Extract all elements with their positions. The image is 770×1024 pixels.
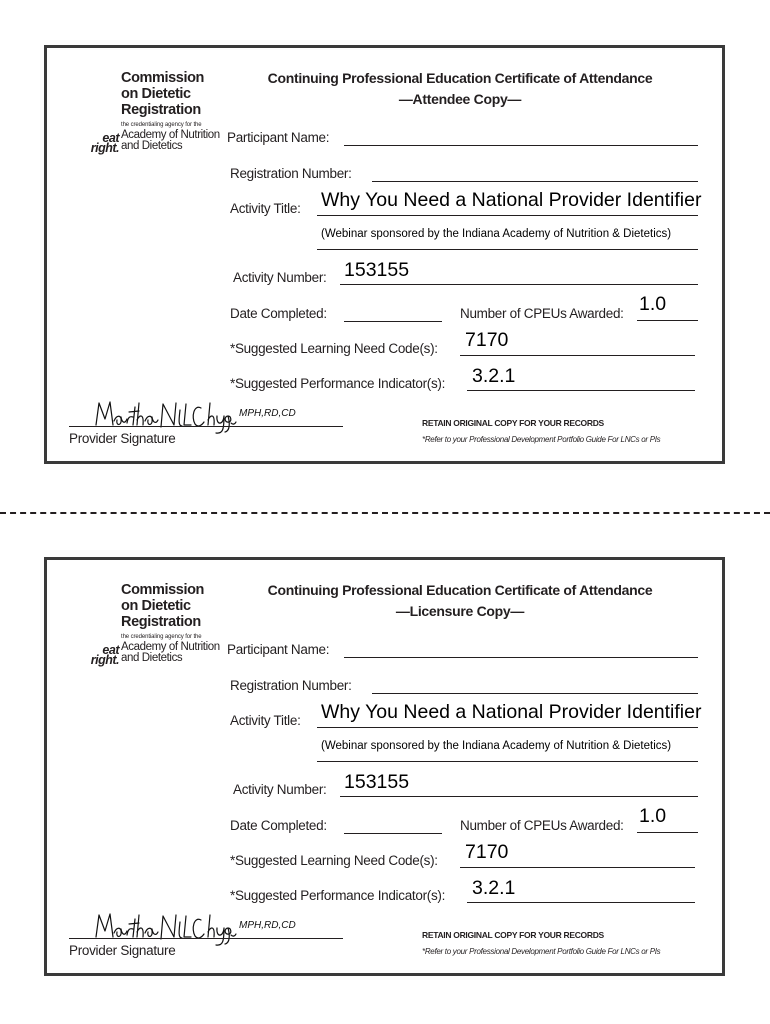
registration-number-label: Registration Number: — [230, 166, 352, 181]
provider-signature-label: Provider Signature — [69, 943, 176, 958]
participant-name-field[interactable] — [344, 657, 698, 658]
learning-need-codes-label: *Suggested Learning Need Code(s): — [230, 853, 438, 868]
learning-need-codes-field[interactable] — [460, 355, 695, 356]
registration-number-label: Registration Number: — [230, 678, 352, 693]
performance-indicators-value: 3.2.1 — [472, 365, 516, 387]
refer-note: *Refer to your Professional Development Portfolio Guide For LNCs or PIs — [422, 435, 661, 444]
activity-number-label: Activity Number: — [233, 782, 327, 797]
certificate-title: Continuing Professional Education Certificate of Attendance —Attendee Copy— — [267, 70, 653, 107]
activity-title-value: Why You Need a National Provider Identifier — [321, 701, 702, 723]
activity-number-field[interactable] — [340, 284, 698, 285]
performance-indicators-field[interactable] — [467, 390, 695, 391]
eatright-logo: eat right. — [90, 643, 119, 667]
provider-signature-image — [92, 907, 322, 947]
learning-need-codes-field[interactable] — [460, 867, 695, 868]
registration-number-field[interactable] — [372, 181, 698, 182]
cpeus-awarded-label: Number of CPEUs Awarded: — [460, 306, 624, 321]
performance-indicators-label: *Suggested Performance Indicator(s): — [230, 376, 446, 391]
cpeus-awarded-field[interactable] — [637, 320, 698, 321]
eatright-logo: eat right. — [90, 131, 119, 155]
retain-note: RETAIN ORIGINAL COPY FOR YOUR RECORDS — [422, 930, 604, 940]
date-completed-field[interactable] — [344, 833, 442, 834]
activity-number-label: Activity Number: — [233, 270, 327, 285]
provider-signature-image — [92, 395, 322, 435]
activity-subtitle-field[interactable] — [317, 249, 698, 250]
activity-title-value: Why You Need a National Provider Identifier — [321, 189, 702, 211]
cpeus-awarded-label: Number of CPEUs Awarded: — [460, 818, 624, 833]
activity-title-field[interactable] — [317, 215, 698, 216]
cpeus-awarded-value: 1.0 — [639, 805, 667, 827]
retain-note: RETAIN ORIGINAL COPY FOR YOUR RECORDS — [422, 418, 604, 428]
learning-need-codes-label: *Suggested Learning Need Code(s): — [230, 341, 438, 356]
activity-subtitle-value: (Webinar sponsored by the Indiana Academy of Nutrition & Dietetics) — [321, 740, 672, 752]
cpeus-awarded-value: 1.0 — [639, 293, 667, 315]
activity-number-value: 153155 — [344, 259, 410, 281]
participant-name-label: Participant Name: — [227, 130, 330, 145]
cut-line-divider — [0, 512, 770, 514]
activity-subtitle-field[interactable] — [317, 761, 698, 762]
learning-need-codes-value: 7170 — [465, 329, 509, 351]
activity-title-label: Activity Title: — [230, 201, 301, 216]
logo-tagline: the credentialing agency for the — [121, 122, 202, 128]
provider-signature-line — [69, 938, 343, 939]
registration-number-field[interactable] — [372, 693, 698, 694]
academy-name: Academy of Nutrition and Dietetics — [121, 641, 220, 664]
performance-indicators-value: 3.2.1 — [472, 877, 516, 899]
org-name: Commission on Dietetic Registration — [121, 70, 205, 118]
signature-credentials: MPH,RD,CD — [239, 920, 296, 931]
certificate-attendee-copy — [44, 45, 725, 464]
provider-signature-label: Provider Signature — [69, 431, 176, 446]
cdr-logo — [63, 70, 233, 160]
cdr-logo — [63, 582, 233, 672]
activity-number-field[interactable] — [340, 796, 698, 797]
activity-title-label: Activity Title: — [230, 713, 301, 728]
activity-number-value: 153155 — [344, 771, 410, 793]
date-completed-field[interactable] — [344, 321, 442, 322]
cpeus-awarded-field[interactable] — [637, 832, 698, 833]
performance-indicators-field[interactable] — [467, 902, 695, 903]
certificate-licensure-copy — [44, 557, 725, 976]
participant-name-label: Participant Name: — [227, 642, 330, 657]
logo-tagline: the credentialing agency for the — [121, 634, 202, 640]
date-completed-label: Date Completed: — [230, 818, 327, 833]
refer-note: *Refer to your Professional Development Portfolio Guide For LNCs or PIs — [422, 947, 661, 956]
org-name: Commission on Dietetic Registration — [121, 582, 205, 630]
participant-name-field[interactable] — [344, 145, 698, 146]
provider-signature-line — [69, 426, 343, 427]
activity-title-field[interactable] — [317, 727, 698, 728]
performance-indicators-label: *Suggested Performance Indicator(s): — [230, 888, 446, 903]
date-completed-label: Date Completed: — [230, 306, 327, 321]
signature-credentials: MPH,RD,CD — [239, 408, 296, 419]
activity-subtitle-value: (Webinar sponsored by the Indiana Academy of Nutrition & Dietetics) — [321, 228, 672, 240]
learning-need-codes-value: 7170 — [465, 841, 509, 863]
certificate-title: Continuing Professional Education Certificate of Attendance —Licensure Copy— — [267, 582, 653, 619]
academy-name: Academy of Nutrition and Dietetics — [121, 129, 220, 152]
